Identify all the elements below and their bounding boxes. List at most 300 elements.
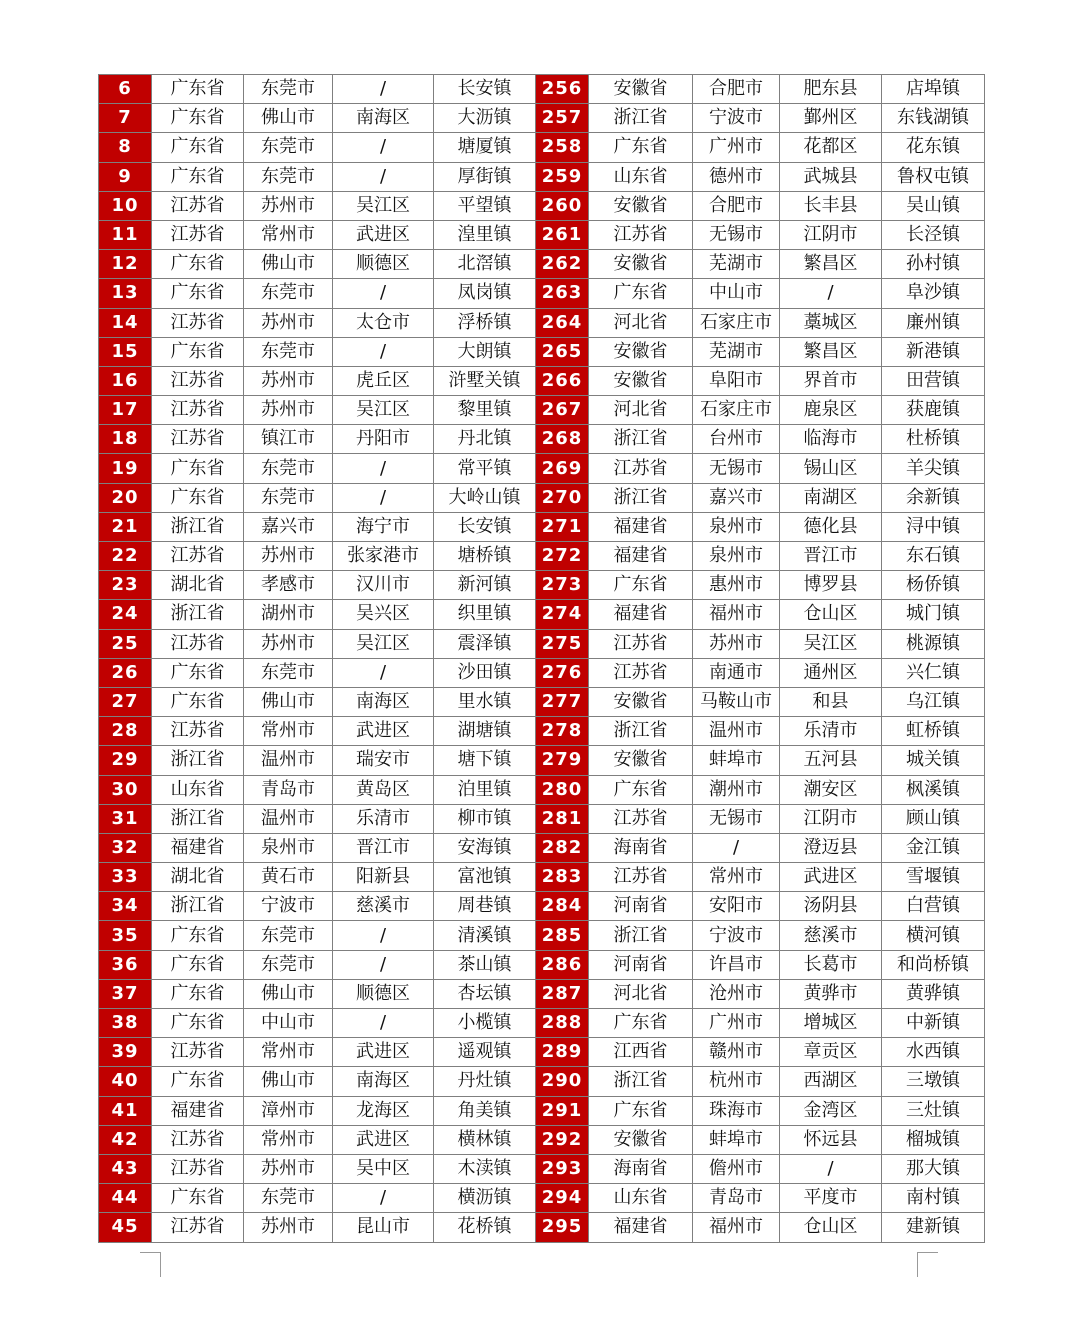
- city-cell: 广州市: [693, 133, 780, 162]
- province-cell: 安徽省: [589, 337, 693, 366]
- district-cell: /: [333, 950, 434, 979]
- rank-number-cell: 295: [536, 1213, 589, 1242]
- province-cell: 广东省: [589, 1009, 693, 1038]
- province-cell: 福建省: [589, 542, 693, 571]
- city-cell: 东莞市: [244, 133, 333, 162]
- town-cell: 花桥镇: [434, 1213, 536, 1242]
- rank-number-cell: 289: [536, 1038, 589, 1067]
- district-cell: 龙海区: [333, 1096, 434, 1125]
- town-cell: 田营镇: [882, 366, 985, 395]
- rank-number-cell: 12: [99, 250, 152, 279]
- city-cell: 苏州市: [244, 191, 333, 220]
- province-cell: 广东省: [152, 1184, 244, 1213]
- city-cell: 合肥市: [693, 191, 780, 220]
- district-cell: 汉川市: [333, 571, 434, 600]
- province-cell: 浙江省: [589, 1067, 693, 1096]
- town-cell: 凤岗镇: [434, 279, 536, 308]
- district-cell: 乐清市: [333, 804, 434, 833]
- city-cell: 中山市: [244, 1009, 333, 1038]
- rank-number-cell: 11: [99, 220, 152, 249]
- province-cell: 福建省: [589, 1213, 693, 1242]
- table-row: [99, 104, 985, 133]
- district-cell: 武进区: [333, 1125, 434, 1154]
- town-cell: 东石镇: [882, 542, 985, 571]
- table-row: [99, 833, 985, 862]
- city-cell: 潮州市: [693, 775, 780, 804]
- city-cell: 苏州市: [244, 1154, 333, 1183]
- town-cell: 桃源镇: [882, 629, 985, 658]
- table-row: [99, 600, 985, 629]
- town-cell: 茶山镇: [434, 950, 536, 979]
- province-cell: 广东省: [152, 279, 244, 308]
- province-cell: 海南省: [589, 1154, 693, 1183]
- district-cell: 吴中区: [333, 1154, 434, 1183]
- city-cell: 青岛市: [244, 775, 333, 804]
- district-cell: /: [333, 133, 434, 162]
- province-cell: 江苏省: [589, 629, 693, 658]
- city-cell: 温州市: [244, 746, 333, 775]
- rank-number-cell: 43: [99, 1154, 152, 1183]
- province-cell: 广东省: [152, 75, 244, 104]
- city-cell: 湖州市: [244, 600, 333, 629]
- province-cell: 安徽省: [589, 366, 693, 395]
- city-cell: 佛山市: [244, 687, 333, 716]
- table-row: [99, 542, 985, 571]
- town-cell: 常平镇: [434, 454, 536, 483]
- rank-number-cell: 23: [99, 571, 152, 600]
- town-cell: 安海镇: [434, 833, 536, 862]
- district-cell: 德化县: [780, 512, 882, 541]
- province-cell: 安徽省: [589, 250, 693, 279]
- town-ranking-table: [98, 74, 985, 1243]
- province-cell: 浙江省: [152, 892, 244, 921]
- table-row: [99, 396, 985, 425]
- rank-number-cell: 22: [99, 542, 152, 571]
- province-cell: 广东省: [589, 571, 693, 600]
- district-cell: 吴江区: [333, 191, 434, 220]
- city-cell: 东莞市: [244, 75, 333, 104]
- city-cell: 佛山市: [244, 979, 333, 1008]
- rank-number-cell: 8: [99, 133, 152, 162]
- district-cell: 南海区: [333, 1067, 434, 1096]
- table-row: [99, 775, 985, 804]
- province-cell: 浙江省: [152, 746, 244, 775]
- city-cell: 台州市: [693, 425, 780, 454]
- city-cell: 许昌市: [693, 950, 780, 979]
- rank-number-cell: 33: [99, 863, 152, 892]
- district-cell: 南海区: [333, 687, 434, 716]
- town-cell: 横林镇: [434, 1125, 536, 1154]
- province-cell: 江苏省: [152, 717, 244, 746]
- town-cell: 鲁权屯镇: [882, 162, 985, 191]
- city-cell: 东莞市: [244, 162, 333, 191]
- city-cell: 泉州市: [693, 542, 780, 571]
- city-cell: 苏州市: [244, 1213, 333, 1242]
- rank-number-cell: 39: [99, 1038, 152, 1067]
- rank-number-cell: 21: [99, 512, 152, 541]
- city-cell: /: [693, 833, 780, 862]
- province-cell: 湖北省: [152, 863, 244, 892]
- province-cell: 安徽省: [589, 75, 693, 104]
- town-cell: 东钱湖镇: [882, 104, 985, 133]
- city-cell: 赣州市: [693, 1038, 780, 1067]
- city-cell: 苏州市: [244, 542, 333, 571]
- city-cell: 广州市: [693, 1009, 780, 1038]
- page-corner-mark-left: [140, 1252, 161, 1277]
- table-row: [99, 337, 985, 366]
- rank-number-cell: 38: [99, 1009, 152, 1038]
- town-cell: 花东镇: [882, 133, 985, 162]
- city-cell: 石家庄市: [693, 396, 780, 425]
- province-cell: 浙江省: [589, 717, 693, 746]
- province-cell: 江苏省: [152, 1125, 244, 1154]
- province-cell: 江苏省: [152, 425, 244, 454]
- district-cell: 慈溪市: [780, 921, 882, 950]
- town-cell: 黎里镇: [434, 396, 536, 425]
- district-cell: 临海市: [780, 425, 882, 454]
- rank-number-cell: 280: [536, 775, 589, 804]
- province-cell: 广东省: [152, 337, 244, 366]
- city-cell: 镇江市: [244, 425, 333, 454]
- district-cell: 武城县: [780, 162, 882, 191]
- city-cell: 阜阳市: [693, 366, 780, 395]
- district-cell: /: [333, 1009, 434, 1038]
- province-cell: 河北省: [589, 979, 693, 1008]
- rank-number-cell: 35: [99, 921, 152, 950]
- city-cell: 东莞市: [244, 658, 333, 687]
- rank-number-cell: 257: [536, 104, 589, 133]
- rank-number-cell: 14: [99, 308, 152, 337]
- city-cell: 苏州市: [244, 308, 333, 337]
- city-cell: 芜湖市: [693, 250, 780, 279]
- district-cell: 顺德区: [333, 979, 434, 1008]
- rank-number-cell: 16: [99, 366, 152, 395]
- province-cell: 福建省: [589, 600, 693, 629]
- table-row: [99, 75, 985, 104]
- district-cell: 藁城区: [780, 308, 882, 337]
- province-cell: 江苏省: [589, 220, 693, 249]
- city-cell: 嘉兴市: [244, 512, 333, 541]
- district-cell: 阳新县: [333, 863, 434, 892]
- district-cell: /: [333, 483, 434, 512]
- town-cell: 水西镇: [882, 1038, 985, 1067]
- district-cell: 瑞安市: [333, 746, 434, 775]
- province-cell: 浙江省: [589, 483, 693, 512]
- table-row: [99, 483, 985, 512]
- table-body: [99, 75, 985, 1243]
- district-cell: 南湖区: [780, 483, 882, 512]
- rank-number-cell: 30: [99, 775, 152, 804]
- province-cell: 广东省: [152, 1067, 244, 1096]
- town-cell: 遥观镇: [434, 1038, 536, 1067]
- province-cell: 广东省: [152, 250, 244, 279]
- province-cell: 江西省: [589, 1038, 693, 1067]
- city-cell: 苏州市: [244, 396, 333, 425]
- province-cell: 江苏省: [152, 396, 244, 425]
- province-cell: 湖北省: [152, 571, 244, 600]
- town-cell: 沙田镇: [434, 658, 536, 687]
- rank-number-cell: 267: [536, 396, 589, 425]
- rank-number-cell: 271: [536, 512, 589, 541]
- province-cell: 江苏省: [589, 454, 693, 483]
- province-cell: 安徽省: [589, 191, 693, 220]
- district-cell: 潮安区: [780, 775, 882, 804]
- town-cell: 浒墅关镇: [434, 366, 536, 395]
- rank-number-cell: 260: [536, 191, 589, 220]
- district-cell: 吴兴区: [333, 600, 434, 629]
- district-cell: 仓山区: [780, 600, 882, 629]
- district-cell: 繁昌区: [780, 250, 882, 279]
- district-cell: 章贡区: [780, 1038, 882, 1067]
- rank-number-cell: 273: [536, 571, 589, 600]
- province-cell: 江苏省: [152, 1213, 244, 1242]
- city-cell: 常州市: [244, 1038, 333, 1067]
- town-cell: 丹北镇: [434, 425, 536, 454]
- rank-number-cell: 24: [99, 600, 152, 629]
- province-cell: 浙江省: [152, 804, 244, 833]
- province-cell: 广东省: [152, 454, 244, 483]
- town-cell: 新港镇: [882, 337, 985, 366]
- rank-number-cell: 10: [99, 191, 152, 220]
- town-cell: 长安镇: [434, 512, 536, 541]
- rank-number-cell: 266: [536, 366, 589, 395]
- district-cell: 虎丘区: [333, 366, 434, 395]
- district-cell: 武进区: [333, 220, 434, 249]
- district-cell: 增城区: [780, 1009, 882, 1038]
- province-cell: 广东省: [152, 950, 244, 979]
- city-cell: 儋州市: [693, 1154, 780, 1183]
- table-row: [99, 717, 985, 746]
- province-cell: 广东省: [152, 133, 244, 162]
- district-cell: /: [780, 1154, 882, 1183]
- rank-number-cell: 276: [536, 658, 589, 687]
- district-cell: 江阴市: [780, 220, 882, 249]
- district-cell: 晋江市: [780, 542, 882, 571]
- rank-number-cell: 264: [536, 308, 589, 337]
- town-cell: 顾山镇: [882, 804, 985, 833]
- city-cell: 温州市: [244, 804, 333, 833]
- district-cell: 乐清市: [780, 717, 882, 746]
- town-cell: 震泽镇: [434, 629, 536, 658]
- rank-number-cell: 31: [99, 804, 152, 833]
- district-cell: 鄞州区: [780, 104, 882, 133]
- table-row: [99, 921, 985, 950]
- province-cell: 浙江省: [152, 600, 244, 629]
- rank-number-cell: 41: [99, 1096, 152, 1125]
- town-cell: 浔中镇: [882, 512, 985, 541]
- district-cell: /: [333, 1184, 434, 1213]
- town-cell: 白营镇: [882, 892, 985, 921]
- province-cell: 海南省: [589, 833, 693, 862]
- town-cell: 雪堰镇: [882, 863, 985, 892]
- rank-number-cell: 17: [99, 396, 152, 425]
- town-cell: 兴仁镇: [882, 658, 985, 687]
- city-cell: 杭州市: [693, 1067, 780, 1096]
- town-cell: 三墩镇: [882, 1067, 985, 1096]
- province-cell: 江苏省: [152, 220, 244, 249]
- district-cell: /: [333, 921, 434, 950]
- province-cell: 广东省: [589, 1096, 693, 1125]
- district-cell: 汤阴县: [780, 892, 882, 921]
- province-cell: 广东省: [589, 279, 693, 308]
- town-cell: 吴山镇: [882, 191, 985, 220]
- table-row: [99, 804, 985, 833]
- table-row: [99, 191, 985, 220]
- town-cell: 城关镇: [882, 746, 985, 775]
- town-cell: 长泾镇: [882, 220, 985, 249]
- district-cell: 昆山市: [333, 1213, 434, 1242]
- district-cell: /: [333, 658, 434, 687]
- rank-number-cell: 263: [536, 279, 589, 308]
- district-cell: 江阴市: [780, 804, 882, 833]
- district-cell: 武进区: [780, 863, 882, 892]
- province-cell: 江苏省: [589, 804, 693, 833]
- district-cell: 金湾区: [780, 1096, 882, 1125]
- rank-number-cell: 25: [99, 629, 152, 658]
- town-cell: 湟里镇: [434, 220, 536, 249]
- district-cell: 博罗县: [780, 571, 882, 600]
- town-cell: 那大镇: [882, 1154, 985, 1183]
- district-cell: 花都区: [780, 133, 882, 162]
- district-cell: 澄迈县: [780, 833, 882, 862]
- city-cell: 无锡市: [693, 220, 780, 249]
- town-cell: 柳市镇: [434, 804, 536, 833]
- town-cell: 廉州镇: [882, 308, 985, 337]
- province-cell: 福建省: [152, 1096, 244, 1125]
- province-cell: 广东省: [589, 775, 693, 804]
- rank-number-cell: 256: [536, 75, 589, 104]
- province-cell: 广东省: [152, 162, 244, 191]
- town-cell: 里水镇: [434, 687, 536, 716]
- rank-number-cell: 290: [536, 1067, 589, 1096]
- province-cell: 安徽省: [589, 1125, 693, 1154]
- district-cell: 吴江区: [333, 629, 434, 658]
- city-cell: 佛山市: [244, 1067, 333, 1096]
- city-cell: 嘉兴市: [693, 483, 780, 512]
- city-cell: 东莞市: [244, 950, 333, 979]
- district-cell: /: [333, 75, 434, 104]
- rank-number-cell: 9: [99, 162, 152, 191]
- province-cell: 广东省: [152, 687, 244, 716]
- city-cell: 珠海市: [693, 1096, 780, 1125]
- town-cell: 清溪镇: [434, 921, 536, 950]
- province-cell: 江苏省: [152, 308, 244, 337]
- rank-number-cell: 28: [99, 717, 152, 746]
- district-cell: 怀远县: [780, 1125, 882, 1154]
- town-cell: 城门镇: [882, 600, 985, 629]
- rank-number-cell: 29: [99, 746, 152, 775]
- district-cell: 太仓市: [333, 308, 434, 337]
- province-cell: 河北省: [589, 396, 693, 425]
- table-row: [99, 687, 985, 716]
- town-cell: 泊里镇: [434, 775, 536, 804]
- city-cell: 佛山市: [244, 104, 333, 133]
- rank-number-cell: 281: [536, 804, 589, 833]
- province-cell: 福建省: [589, 512, 693, 541]
- province-cell: 浙江省: [589, 104, 693, 133]
- rank-number-cell: 45: [99, 1213, 152, 1242]
- province-cell: 江苏省: [589, 863, 693, 892]
- city-cell: 泉州市: [244, 833, 333, 862]
- district-cell: 慈溪市: [333, 892, 434, 921]
- city-cell: 沧州市: [693, 979, 780, 1008]
- town-cell: 金江镇: [882, 833, 985, 862]
- table-row: [99, 1067, 985, 1096]
- table-row: [99, 250, 985, 279]
- province-cell: 安徽省: [589, 687, 693, 716]
- city-cell: 苏州市: [244, 366, 333, 395]
- district-cell: 仓山区: [780, 1213, 882, 1242]
- district-cell: 西湖区: [780, 1067, 882, 1096]
- town-cell: 南村镇: [882, 1184, 985, 1213]
- city-cell: 合肥市: [693, 75, 780, 104]
- district-cell: 顺德区: [333, 250, 434, 279]
- rank-number-cell: 36: [99, 950, 152, 979]
- town-cell: 三灶镇: [882, 1096, 985, 1125]
- rank-number-cell: 20: [99, 483, 152, 512]
- town-cell: 大沥镇: [434, 104, 536, 133]
- table-row: [99, 892, 985, 921]
- town-cell: 丹灶镇: [434, 1067, 536, 1096]
- city-cell: 常州市: [693, 863, 780, 892]
- rank-number-cell: 37: [99, 979, 152, 1008]
- table-row: [99, 279, 985, 308]
- table-row: [99, 1154, 985, 1183]
- town-cell: 木渎镇: [434, 1154, 536, 1183]
- city-cell: 宁波市: [693, 104, 780, 133]
- province-cell: 江苏省: [152, 1154, 244, 1183]
- city-cell: 蚌埠市: [693, 746, 780, 775]
- town-cell: 富池镇: [434, 863, 536, 892]
- rank-number-cell: 270: [536, 483, 589, 512]
- rank-number-cell: 19: [99, 454, 152, 483]
- table-row: [99, 979, 985, 1008]
- town-cell: 榴城镇: [882, 1125, 985, 1154]
- town-cell: 角美镇: [434, 1096, 536, 1125]
- rank-number-cell: 292: [536, 1125, 589, 1154]
- district-cell: 和县: [780, 687, 882, 716]
- rank-number-cell: 7: [99, 104, 152, 133]
- town-cell: 店埠镇: [882, 75, 985, 104]
- city-cell: 福州市: [693, 1213, 780, 1242]
- district-cell: 鹿泉区: [780, 396, 882, 425]
- rank-number-cell: 44: [99, 1184, 152, 1213]
- city-cell: 苏州市: [244, 629, 333, 658]
- city-cell: 宁波市: [693, 921, 780, 950]
- province-cell: 广东省: [152, 483, 244, 512]
- city-cell: 黄石市: [244, 863, 333, 892]
- city-cell: 蚌埠市: [693, 1125, 780, 1154]
- city-cell: 东莞市: [244, 279, 333, 308]
- town-cell: 湖塘镇: [434, 717, 536, 746]
- rank-number-cell: 284: [536, 892, 589, 921]
- province-cell: 广东省: [152, 1009, 244, 1038]
- table-row: [99, 220, 985, 249]
- city-cell: 温州市: [693, 717, 780, 746]
- city-cell: 南通市: [693, 658, 780, 687]
- district-cell: 丹阳市: [333, 425, 434, 454]
- province-cell: 浙江省: [152, 512, 244, 541]
- table-row: [99, 1009, 985, 1038]
- rank-number-cell: 274: [536, 600, 589, 629]
- district-cell: 海宁市: [333, 512, 434, 541]
- rank-number-cell: 287: [536, 979, 589, 1008]
- rank-number-cell: 285: [536, 921, 589, 950]
- rank-number-cell: 268: [536, 425, 589, 454]
- district-cell: 黄岛区: [333, 775, 434, 804]
- town-cell: 北滘镇: [434, 250, 536, 279]
- city-cell: 东莞市: [244, 1184, 333, 1213]
